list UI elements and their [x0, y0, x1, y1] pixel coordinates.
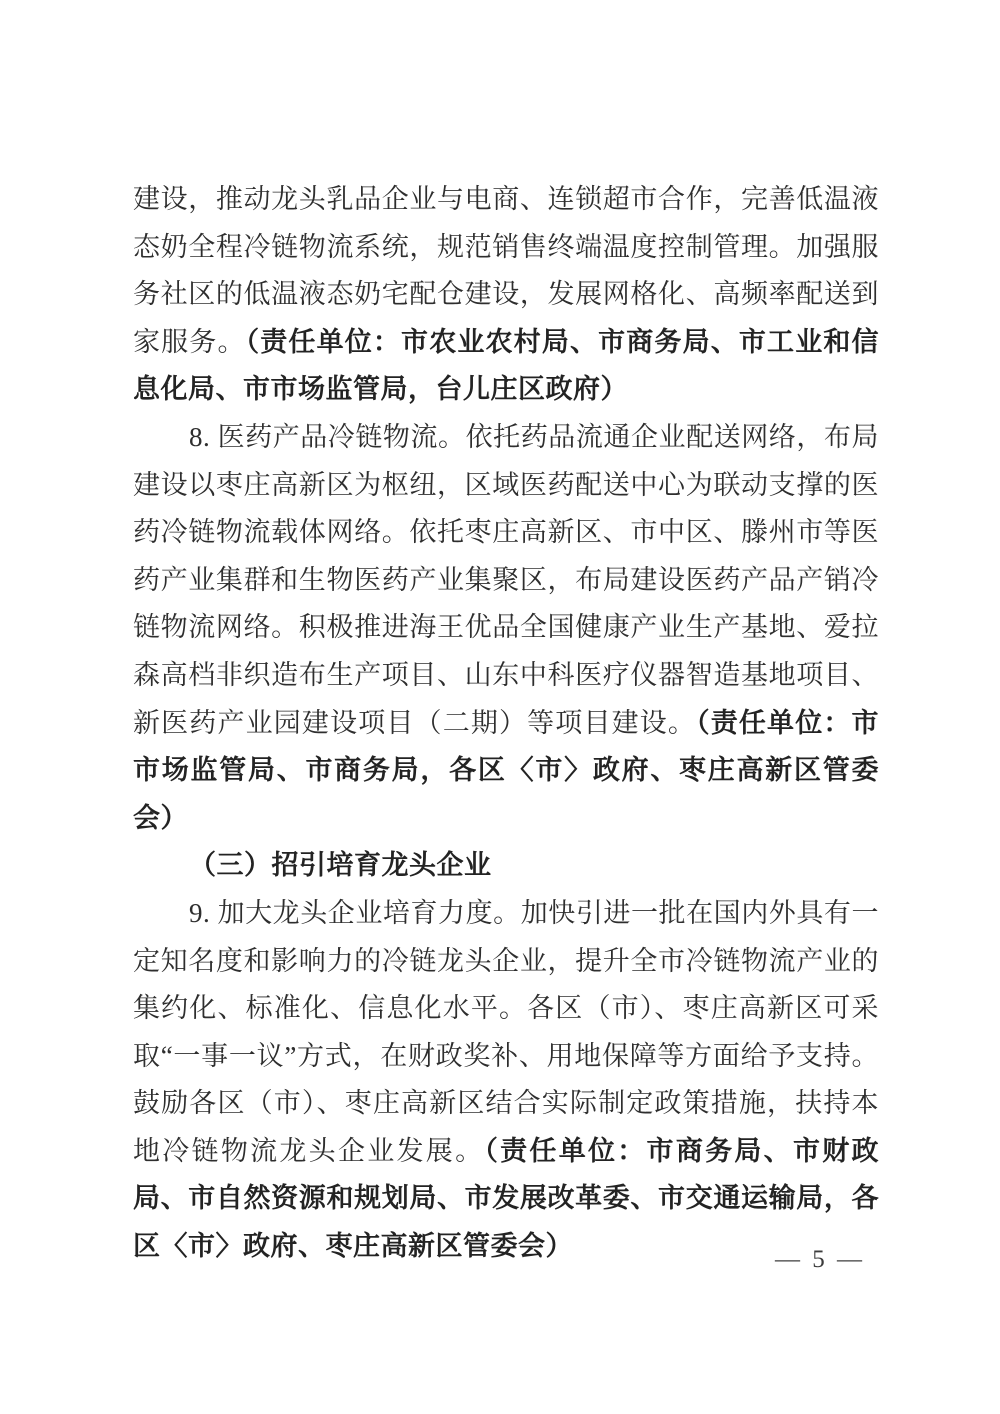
text-segment-unit: （责任单位：市市场监管局、市商务局，各区〈市〉政府、枣庄高新区管委会）: [133, 707, 880, 833]
text-segment-unit: （责任单位：市商务局、市财政局、市自然资源和规划局、市发展改革委、市交通运输局，各区〈市〉政府、枣庄高新区管委会）: [133, 1135, 880, 1262]
text-segment-body: 9. 加大龙头企业培育力度。加快引进一批在国内外具有一定知名度和影响力的冷链龙头企业，提升全市冷链物流产业的集约化、标准化、信息化水平。各区（市）、枣庄高新区可采取“一事一议”方式，在财政奖补、用地保障等方面给予支持。鼓励各区（市）、枣庄高新区结合实际制定政策措施，扶持本地冷链物流龙头企业发展。: [133, 897, 879, 1166]
text-segment-unit: （责任单位：市农业农村局、市商务局、市工业和信息化局、市市场监管局，台儿庄区政府）: [133, 326, 880, 405]
text-segment-heading: （三）招引培育龙头企业: [189, 850, 492, 881]
paragraph-7-continuation: [133, 176, 879, 414]
page-number: — 5 —: [775, 1246, 865, 1273]
paragraph-9-leading-enterprises: [133, 890, 879, 1271]
text-segment-body: 建设，推动龙头乳品企业与电商、连锁超市合作，完善低温液态奶全程冷链物流系统，规范销售终端温度控制管理。加强服务社区的低温液态奶宅配仓建设，发展网格化、高频率配送到家服务。: [133, 184, 879, 357]
document-body: [133, 176, 879, 1271]
paragraph-8-pharma-cold-chain: [133, 414, 879, 842]
text-segment-body: 8. 医药产品冷链物流。依托药品流通企业配送网络，布局建设以枣庄高新区为枢纽，区域医药配送中心为联动支撑的医药冷链物流载体网络。依托枣庄高新区、市中区、滕州市等医药产业集群和生物医药产业集聚区，布局建设医药产品产销冷链物流网络。积极推进海王优品全国健康产业生产基地、爱拉森高档非织造布生产项目、山东中科医疗仪器智造基地项目、新医药产业园建设项目（二期）等项目建设。: [133, 421, 879, 738]
heading-section-3: [133, 842, 879, 890]
